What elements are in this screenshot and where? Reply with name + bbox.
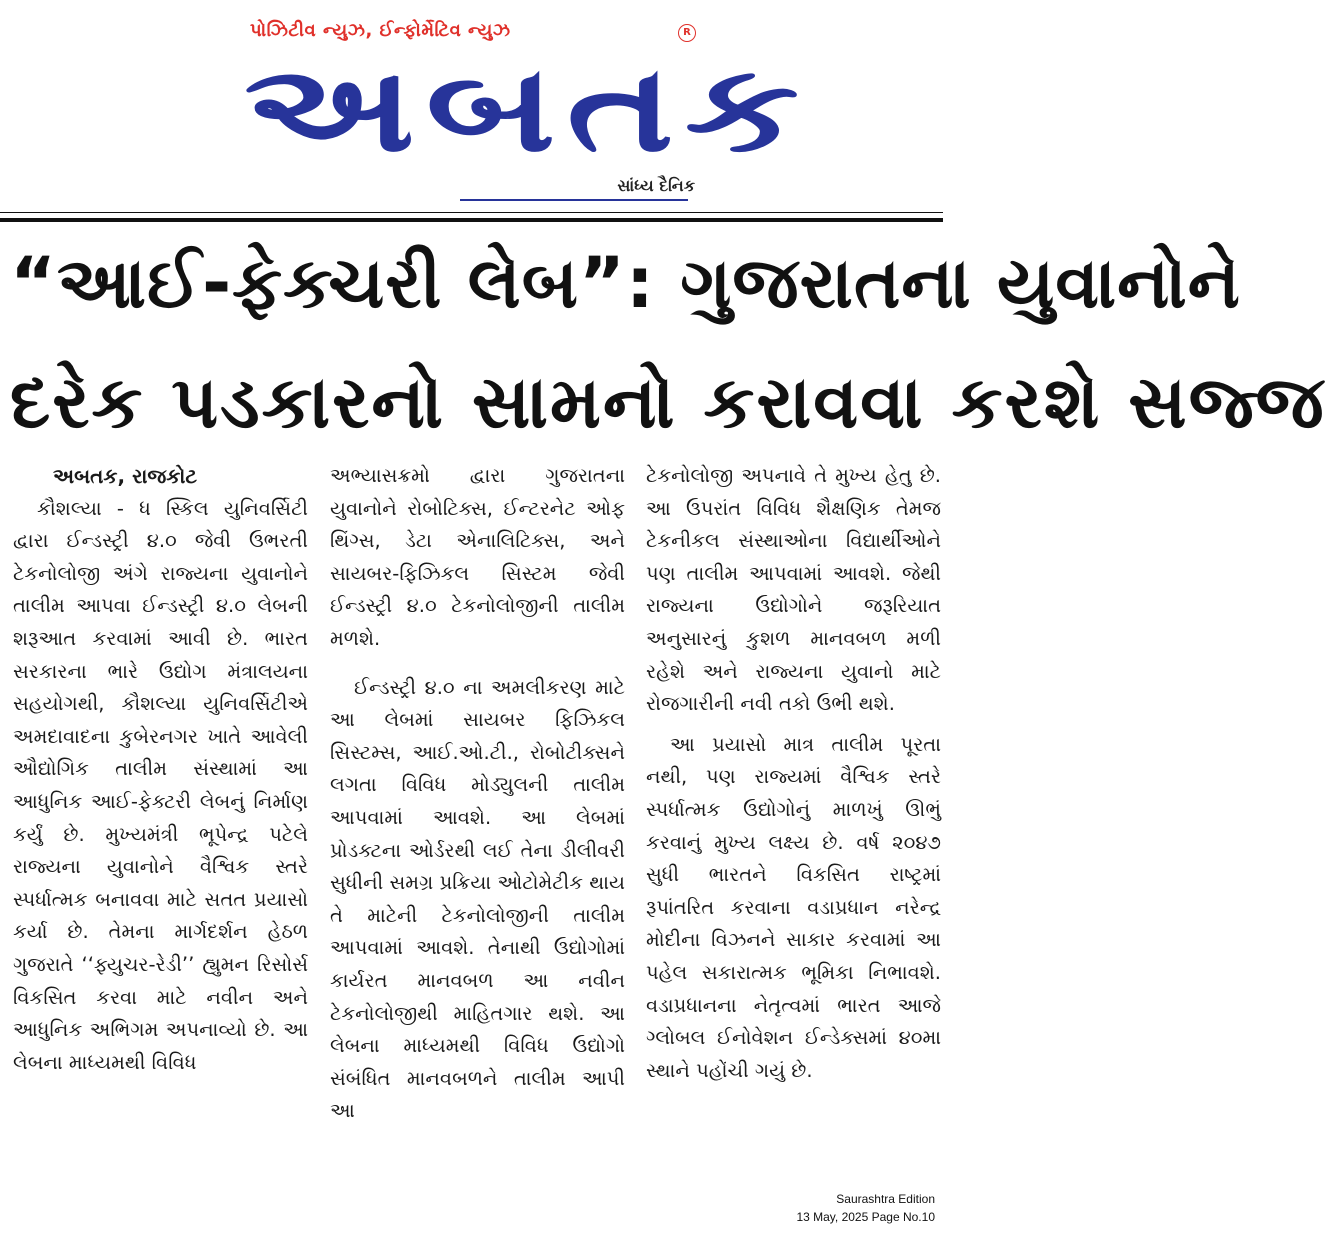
masthead-tagline: પોઝિટીવ ન્યુઝ, ઈન્ફોર્મેટિવ ન્યુઝ [250,20,511,41]
registered-trademark-icon: R [678,24,696,42]
article-paragraph: ટેકનોલોજી અપનાવે તે મુખ્ય હેતુ છે. આ ઉપરાંત વિવિધ શૈક્ષણિક તેમજ ટેકનીકલ સંસ્થાઓના વિદ્યાર્થીઓને પણ તાલીમ આપવામાં આવશે. જેથી રાજ્યના ઉદ્યોગોને જરૂરિયાત અનુસારનું કુશળ માનવબળ મળી રહેશે અને રાજ્યના યુવાનો માટે રોજગારીની નવી તકો ઉભી થશે. [646,464,941,716]
divider [0,218,943,222]
newspaper-logo: અબતક [244,40,810,179]
masthead [230,14,810,204]
edition-label: Saurashtra Edition [836,1192,935,1206]
dateline: અબતક, રાજકોટ [53,464,198,488]
article-column-2 [330,460,625,1185]
edition-type: સાંધ્ય દૈનિક [617,176,695,195]
headline-line-2: દરેક પડકારનો સામનો કરાવવા કરશે સજ્જ [10,360,1326,444]
article-paragraph: કૌશલ્યા - ધ સ્કિલ યુનિવર્સિટી દ્વારા ઈન્ડસ્ટ્રી ૪.૦ જેવી ઉભરતી ટેકનોલોજી અંગે રાજ્યના યુવાનોને તાલીમ આપવા ઈન્ડસ્ટ્રી ૪.૦ લેબની શરૂઆત કરવામાં આવી છે. ભારત સરકારના ભારે ઉદ્યોગ મંત્રાલયના સહયોગથી, કૌશલ્યા યુનિવર્સિટીએ અમદાવાદના કુબેરનગર ખાતે આવેલી ઔદ્યોગિક તાલીમ સંસ્થામાં આ આધુનિક આઈ-ફેક્ટરી લેબનું નિર્માણ કર્યું છે. મુખ્યમંત્રી ભૂપેન્દ્ર પટેલે રાજ્યના યુવાનોને વૈશ્વિક સ્તરે સ્પર્ધાત્મક બનાવવા માટે સતત પ્રયાસો કર્યા છે. તેમના માર્ગદર્શન હેઠળ ગુજરાતે ‘‘ફ્યુચર-રેડી’’ હ્યુમન રિસોર્સ વિકસિત કરવા માટે નવીન અને આધુનિક અભિગમ અપનાવ્યો છે. આ લેબના માધ્યમથી વિવિધ [13,496,308,1074]
headline-line-1: “આઈ-ફેક્ચરી લેબ”: ગુજરાતના યુવાનોને [10,242,1241,324]
date-page-label: 13 May, 2025 Page No.10 [796,1210,935,1224]
masthead-underline [460,199,688,201]
article-paragraph: અભ્યાસક્રમો દ્વારા ગુજરાતના યુવાનોને રોબોટિક્સ, ઈન્ટરનેટ ઓફ થિંગ્સ, ડેટા એનાલિટિક્સ, અને સાયબર-ફિઝિકલ સિસ્ટમ જેવી ઈન્ડસ્ટ્રી ૪.૦ ટેકનોલોજીની તાલીમ મળશે. [330,464,625,650]
page-footer [720,1190,935,1226]
article-paragraph: આ પ્રયાસો માત્ર તાલીમ પૂરતા નથી, પણ રાજ્યમાં વૈશ્વિક સ્તરે સ્પર્ધાત્મક ઉદ્યોગોનું માળખું ઊભું કરવાનું મુખ્ય લક્ષ્ય છે. વર્ષ ૨૦૪૭ સુધી ભારતને વિકસિત રાષ્ટ્રમાં રૂપાંતરિત કરવાના વડાપ્રધાન નરેન્દ્ર મોદીના વિઝનને સાકાર કરવામાં આ પહેલ સકારાત્મક ભૂમિકા નિભાવશે. વડાપ્રધાનના નેતૃત્વમાં ભારત આજે ગ્લોબલ ઈનોવેશન ઈન્ડેક્સમાં ૪૦મા સ્થાને પહોંચી ગયું છે. [646,732,941,1082]
article-column-1 [13,460,308,1185]
article-paragraph: ઈન્ડસ્ટ્રી ૪.૦ ના અમલીકરણ માટે આ લેબમાં સાયબર ફિઝિકલ સિસ્ટમ્સ, આઈ.ઓ.ટી., રોબોટીક્સને લગતા વિવિધ મોડ્યુલની તાલીમ આપવામાં આવશે. આ લેબમાં પ્રોડક્ટના ઓર્ડરથી લઈ તેના ડીલીવરી સુધીની સમગ્ર પ્રક્રિયા ઓટોમેટીક થાય તે માટેની ટેકનોલોજીની તાલીમ આપવામાં આવશે. તેનાથી ઉદ્યોગોમાં કાર્યરત માનવબળ આ નવીન ટેકનોલોજીથી માહિતગાર થશે. આ લેબના માધ્યમથી વિવિધ ઉદ્યોગો સંબંધિત માનવબળને તાલીમ આપી આ [330,675,625,1123]
article-column-3 [646,460,941,1185]
divider-thin [0,212,943,213]
